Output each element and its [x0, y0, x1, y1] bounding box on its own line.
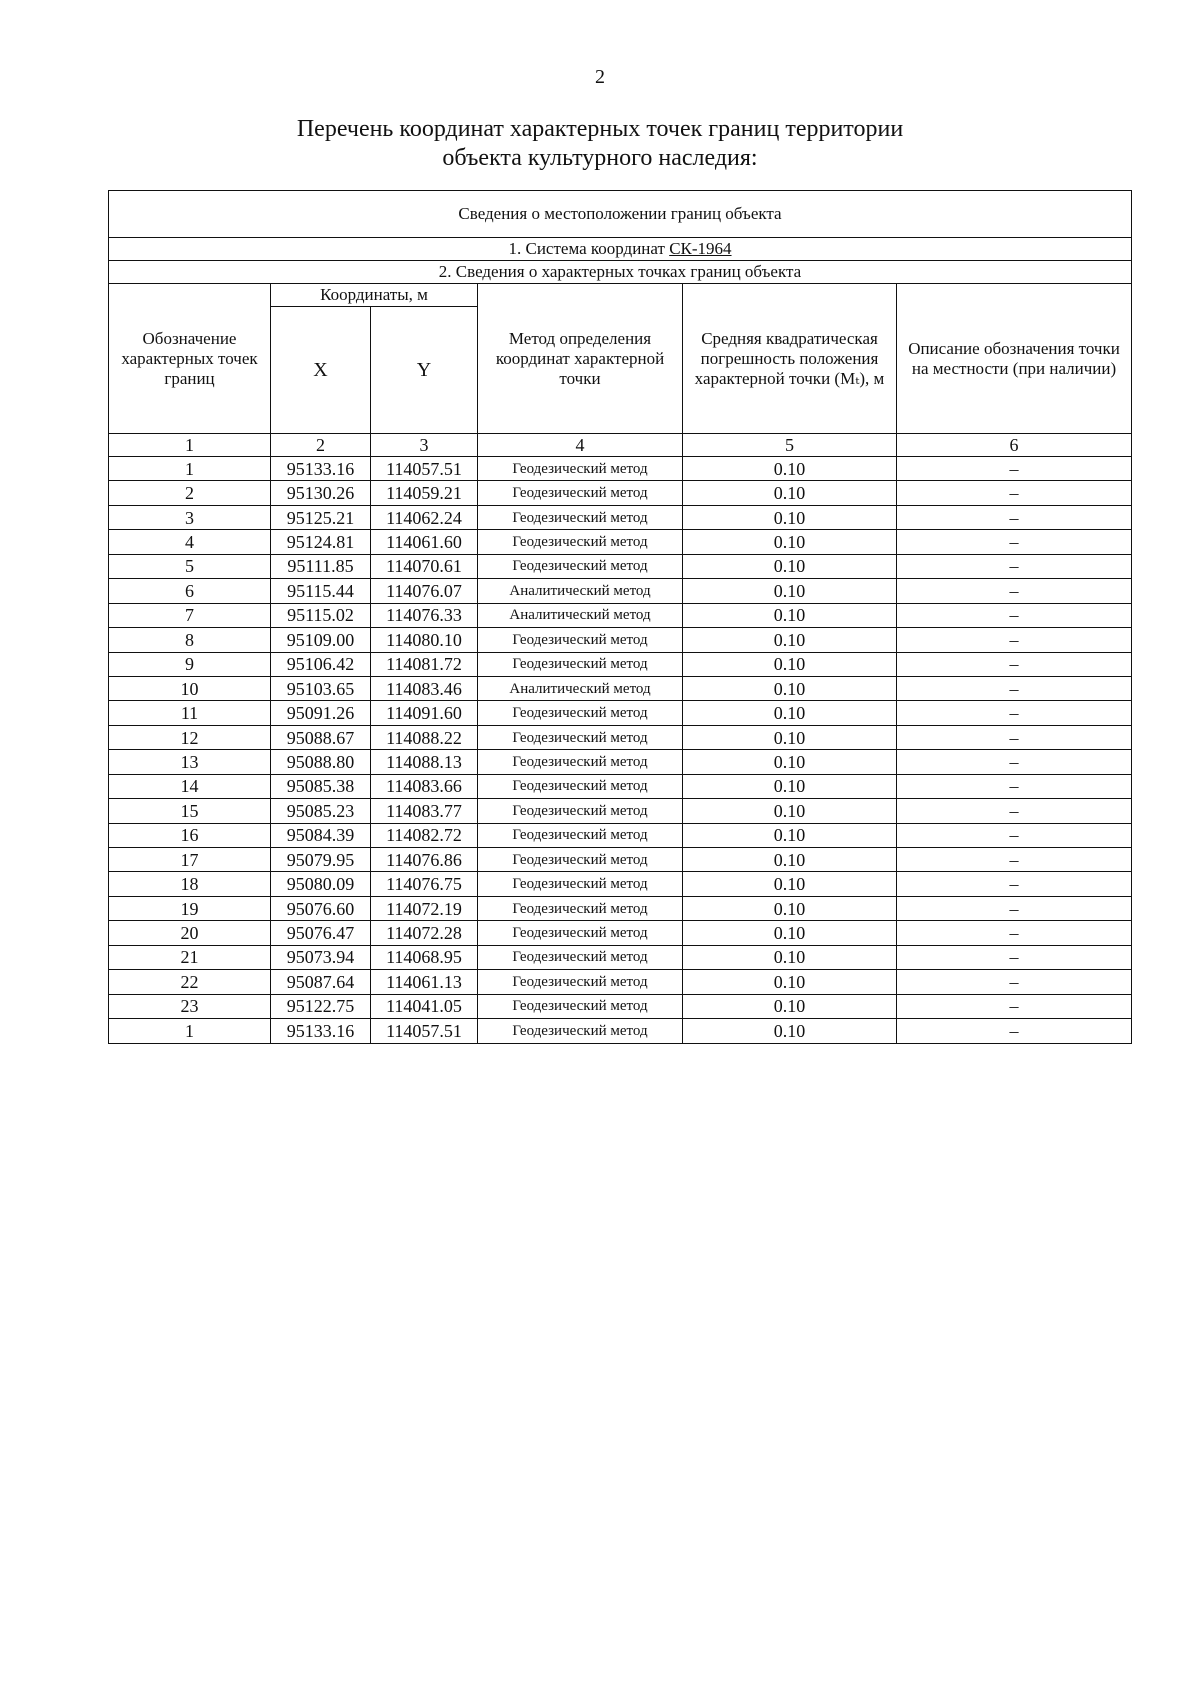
table-row — [109, 872, 1132, 896]
table-row — [109, 896, 1132, 920]
table-row — [109, 921, 1132, 945]
cell-x: 95115.44 — [271, 579, 371, 603]
cell-method: Геодезический метод — [478, 652, 683, 676]
cell-point: 7 — [109, 603, 271, 627]
cell-x: 95073.94 — [271, 945, 371, 969]
cell-method: Геодезический метод — [478, 970, 683, 994]
cell-point: 12 — [109, 725, 271, 749]
cell-x: 95122.75 — [271, 994, 371, 1018]
table-row — [109, 579, 1132, 603]
cell-x: 95079.95 — [271, 848, 371, 872]
table-row — [109, 945, 1132, 969]
cell-error: 0.10 — [683, 652, 897, 676]
cell-x: 95103.65 — [271, 676, 371, 700]
cell-description: – — [897, 481, 1132, 505]
cell-error: 0.10 — [683, 579, 897, 603]
cell-method: Геодезический метод — [478, 823, 683, 847]
cell-point: 1 — [109, 457, 271, 481]
cell-method: Геодезический метод — [478, 921, 683, 945]
coordinate-system-row — [109, 238, 1132, 261]
cell-y: 114076.75 — [371, 872, 478, 896]
cell-y: 114076.07 — [371, 579, 478, 603]
cell-y: 114059.21 — [371, 481, 478, 505]
column-number: 1 — [109, 434, 271, 457]
cell-description: – — [897, 628, 1132, 652]
table-row — [109, 750, 1132, 774]
cell-method: Геодезический метод — [478, 554, 683, 578]
table-row — [109, 701, 1132, 725]
title-line-2: объекта культурного наследия: — [442, 145, 758, 171]
cell-error: 0.10 — [683, 676, 897, 700]
cell-description: – — [897, 994, 1132, 1018]
cell-y: 114088.22 — [371, 725, 478, 749]
cell-description: – — [897, 848, 1132, 872]
cell-point: 5 — [109, 554, 271, 578]
table-row — [109, 994, 1132, 1018]
cell-point: 23 — [109, 994, 271, 1018]
cell-description: – — [897, 554, 1132, 578]
cell-method: Геодезический метод — [478, 701, 683, 725]
header-method: Метод определения координат характерной точки — [478, 284, 683, 434]
cell-description: – — [897, 970, 1132, 994]
cell-error: 0.10 — [683, 481, 897, 505]
cell-x: 95091.26 — [271, 701, 371, 725]
cell-x: 95088.67 — [271, 725, 371, 749]
cell-y: 114076.33 — [371, 603, 478, 627]
coordinate-system-label: 1. Система координат — [508, 239, 670, 258]
cell-method: Геодезический метод — [478, 530, 683, 554]
cell-error: 0.10 — [683, 603, 897, 627]
table-row — [109, 603, 1132, 627]
cell-x: 95088.80 — [271, 750, 371, 774]
cell-error: 0.10 — [683, 505, 897, 529]
cell-point: 17 — [109, 848, 271, 872]
cell-point: 22 — [109, 970, 271, 994]
cell-error: 0.10 — [683, 750, 897, 774]
cell-x: 95106.42 — [271, 652, 371, 676]
cell-y: 114080.10 — [371, 628, 478, 652]
cell-y: 114083.46 — [371, 676, 478, 700]
cell-y: 114082.72 — [371, 823, 478, 847]
cell-x: 95080.09 — [271, 872, 371, 896]
cell-description: – — [897, 701, 1132, 725]
cell-method: Геодезический метод — [478, 505, 683, 529]
table-row — [109, 774, 1132, 798]
cell-x: 95076.60 — [271, 896, 371, 920]
cell-point: 2 — [109, 481, 271, 505]
table-row — [109, 652, 1132, 676]
header-error: Средняя квадратическая погрешность положения характерной точки (Mₜ), м — [683, 284, 897, 434]
cell-method: Геодезический метод — [478, 725, 683, 749]
cell-x: 95115.02 — [271, 603, 371, 627]
cell-error: 0.10 — [683, 628, 897, 652]
cell-y: 114061.13 — [371, 970, 478, 994]
cell-error: 0.10 — [683, 554, 897, 578]
cell-y: 114068.95 — [371, 945, 478, 969]
cell-error: 0.10 — [683, 823, 897, 847]
cell-description: – — [897, 774, 1132, 798]
table-row — [109, 970, 1132, 994]
cell-point: 20 — [109, 921, 271, 945]
cell-y: 114062.24 — [371, 505, 478, 529]
cell-x: 95111.85 — [271, 554, 371, 578]
cell-error: 0.10 — [683, 848, 897, 872]
cell-y: 114057.51 — [371, 1019, 478, 1043]
column-numbers-row — [109, 434, 1132, 457]
cell-method: Геодезический метод — [478, 994, 683, 1018]
cell-x: 95087.64 — [271, 970, 371, 994]
column-number: 5 — [683, 434, 897, 457]
cell-description: – — [897, 603, 1132, 627]
cell-method: Геодезический метод — [478, 799, 683, 823]
cell-description: – — [897, 872, 1132, 896]
cell-description: – — [897, 457, 1132, 481]
cell-point: 13 — [109, 750, 271, 774]
table-row — [109, 848, 1132, 872]
cell-x: 95125.21 — [271, 505, 371, 529]
cell-error: 0.10 — [683, 457, 897, 481]
coordinate-system-value: СК-1964 — [669, 239, 732, 258]
column-number: 2 — [271, 434, 371, 457]
table-row — [109, 823, 1132, 847]
cell-description: – — [897, 896, 1132, 920]
section-heading: Сведения о местоположении границ объекта — [109, 191, 1132, 238]
header-designation: Обозначение характерных точек границ — [109, 284, 271, 434]
cell-point: 21 — [109, 945, 271, 969]
cell-method: Аналитический метод — [478, 676, 683, 700]
cell-description: – — [897, 530, 1132, 554]
cell-description: – — [897, 921, 1132, 945]
cell-point: 8 — [109, 628, 271, 652]
cell-y: 114091.60 — [371, 701, 478, 725]
table-row — [109, 1019, 1132, 1043]
cell-x: 95085.38 — [271, 774, 371, 798]
column-number: 6 — [897, 434, 1132, 457]
cell-error: 0.10 — [683, 872, 897, 896]
cell-description: – — [897, 799, 1132, 823]
document-title — [0, 115, 1200, 173]
cell-description: – — [897, 725, 1132, 749]
cell-method: Геодезический метод — [478, 896, 683, 920]
coordinates-table — [108, 190, 1132, 1044]
table-row — [109, 628, 1132, 652]
cell-description: – — [897, 652, 1132, 676]
column-number: 3 — [371, 434, 478, 457]
cell-y: 114076.86 — [371, 848, 478, 872]
cell-method: Геодезический метод — [478, 872, 683, 896]
cell-method: Аналитический метод — [478, 579, 683, 603]
cell-error: 0.10 — [683, 994, 897, 1018]
cell-point: 18 — [109, 872, 271, 896]
table-row — [109, 676, 1132, 700]
cell-error: 0.10 — [683, 921, 897, 945]
cell-x: 95084.39 — [271, 823, 371, 847]
header-coordinates: Координаты, м — [271, 284, 478, 307]
header-x: X — [271, 307, 371, 434]
table-row — [109, 481, 1132, 505]
cell-point: 10 — [109, 676, 271, 700]
table-row — [109, 554, 1132, 578]
cell-method: Аналитический метод — [478, 603, 683, 627]
cell-y: 114072.28 — [371, 921, 478, 945]
cell-x: 95133.16 — [271, 457, 371, 481]
cell-error: 0.10 — [683, 530, 897, 554]
cell-error: 0.10 — [683, 896, 897, 920]
cell-x: 95130.26 — [271, 481, 371, 505]
table-row — [109, 799, 1132, 823]
cell-description: – — [897, 505, 1132, 529]
cell-y: 114070.61 — [371, 554, 478, 578]
cell-point: 16 — [109, 823, 271, 847]
cell-error: 0.10 — [683, 799, 897, 823]
cell-description: – — [897, 1019, 1132, 1043]
cell-method: Геодезический метод — [478, 457, 683, 481]
cell-x: 95124.81 — [271, 530, 371, 554]
cell-error: 0.10 — [683, 701, 897, 725]
cell-point: 15 — [109, 799, 271, 823]
cell-method: Геодезический метод — [478, 1019, 683, 1043]
cell-error: 0.10 — [683, 945, 897, 969]
cell-x: 95109.00 — [271, 628, 371, 652]
cell-description: – — [897, 676, 1132, 700]
cell-y: 114088.13 — [371, 750, 478, 774]
cell-method: Геодезический метод — [478, 628, 683, 652]
cell-method: Геодезический метод — [478, 774, 683, 798]
table-row — [109, 505, 1132, 529]
page-number: 2 — [595, 66, 605, 88]
cell-point: 19 — [109, 896, 271, 920]
cell-y: 114083.66 — [371, 774, 478, 798]
header-description: Описание обозначения точки на местности (при наличии) — [897, 284, 1132, 434]
points-heading: 2. Сведения о характерных точках границ объекта — [109, 261, 1132, 284]
cell-description: – — [897, 945, 1132, 969]
header-y: Y — [371, 307, 478, 434]
cell-error: 0.10 — [683, 970, 897, 994]
cell-error: 0.10 — [683, 774, 897, 798]
cell-point: 14 — [109, 774, 271, 798]
title-line-1: Перечень координат характерных точек границ территории — [296, 116, 904, 142]
table-row — [109, 725, 1132, 749]
cell-point: 3 — [109, 505, 271, 529]
cell-y: 114072.19 — [371, 896, 478, 920]
cell-y: 114081.72 — [371, 652, 478, 676]
cell-point: 11 — [109, 701, 271, 725]
cell-y: 114083.77 — [371, 799, 478, 823]
cell-y: 114061.60 — [371, 530, 478, 554]
cell-method: Геодезический метод — [478, 750, 683, 774]
table-row — [109, 530, 1132, 554]
cell-y: 114057.51 — [371, 457, 478, 481]
cell-point: 9 — [109, 652, 271, 676]
cell-error: 0.10 — [683, 725, 897, 749]
cell-method: Геодезический метод — [478, 945, 683, 969]
cell-point: 6 — [109, 579, 271, 603]
cell-description: – — [897, 823, 1132, 847]
table-row — [109, 457, 1132, 481]
cell-point: 1 — [109, 1019, 271, 1043]
cell-method: Геодезический метод — [478, 481, 683, 505]
cell-description: – — [897, 579, 1132, 603]
cell-x: 95076.47 — [271, 921, 371, 945]
column-number: 4 — [478, 434, 683, 457]
cell-error: 0.10 — [683, 1019, 897, 1043]
cell-x: 95133.16 — [271, 1019, 371, 1043]
cell-y: 114041.05 — [371, 994, 478, 1018]
cell-point: 4 — [109, 530, 271, 554]
cell-method: Геодезический метод — [478, 848, 683, 872]
cell-x: 95085.23 — [271, 799, 371, 823]
cell-description: – — [897, 750, 1132, 774]
